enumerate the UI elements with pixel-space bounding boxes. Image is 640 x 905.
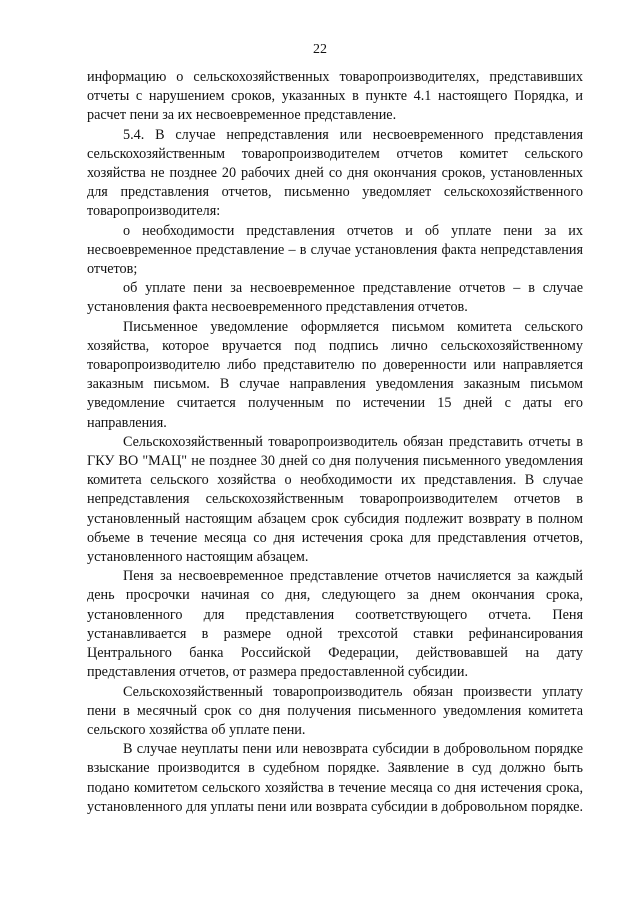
paragraph: Сельскохозяйственный товаропроизводитель обязан произвести уплату пени в месячный срок со дня получения письменного уведомления комитета сельского хозяйства об уплате пени. [87, 683, 583, 738]
paragraph: об уплате пени за несвоевременное представление отчетов – в случае установления факта несвоевременного представления отчетов. [87, 280, 583, 316]
paragraph: 5.4. В случае непредставления или несвоевременного представления сельскохозяйственным товаропроизводителем отчетов комитет сельского хозяйства не позднее 20 рабочих дней со дня окончания сроков, установленных для представления отчетов, письменно уведомляет сельскохозяйственного товаропроизводителя: [87, 126, 583, 220]
page-number: 22 [313, 42, 327, 57]
document-body [87, 68, 583, 817]
paragraph: В случае неуплаты пени или невозврата субсидии в добровольном порядке взыскание производится в судебном порядке. Заявление в суд должно быть подано комитетом сельского хозяйства в течение месяца со дня истечения срока, установленного для уплаты пени или возврата субсидии в добровольном порядке. [87, 741, 583, 815]
paragraph: Пеня за несвоевременное представление отчетов начисляется за каждый день просрочки начиная со дня, следующего за днем окончания срока, установленного для представления соответствующего отчета. Пеня устанавливается в размере одной трехсотой ставки рефинансирования Центрального банка Российской Федерации, действовавшей на дату представления отчетов, от размера предоставленной субсидии. [87, 568, 583, 681]
paragraph: о необходимости представления отчетов и об уплате пени за их несвоевременное представление – в случае установления факта непредставления отчетов; [87, 222, 583, 278]
paragraph: информацию о сельскохозяйственных товаропроизводителях, представивших отчеты с нарушением сроков, указанных в пункте 4.1 настоящего Порядка, и расчет пени за их несвоевременное представление. [87, 69, 583, 124]
paragraph: Сельскохозяйственный товаропроизводитель обязан представить отчеты в ГКУ ВО "МАЦ" не позднее 30 дней со дня получения письменного уведомления комитета сельского хозяйства о необходимости их представления. В случае непредставления сельскохозяйственным товаропроизводителем отчетов в установленный настоящим абзацем срок субсидия подлежит возврату в полном объеме в течение месяца со дня истечения срока для представления отчетов, установленного настоящим абзацем. [87, 433, 583, 566]
paragraph: Письменное уведомление оформляется письмом комитета сельского хозяйства, которое вручается под подпись лично сельскохозяйственному товаропроизводителю либо представителю по доверенности или направляется заказным письмом. В случае направления уведомления заказным письмом уведомление считается полученным по истечении 15 дней с даты его направления. [87, 318, 583, 431]
